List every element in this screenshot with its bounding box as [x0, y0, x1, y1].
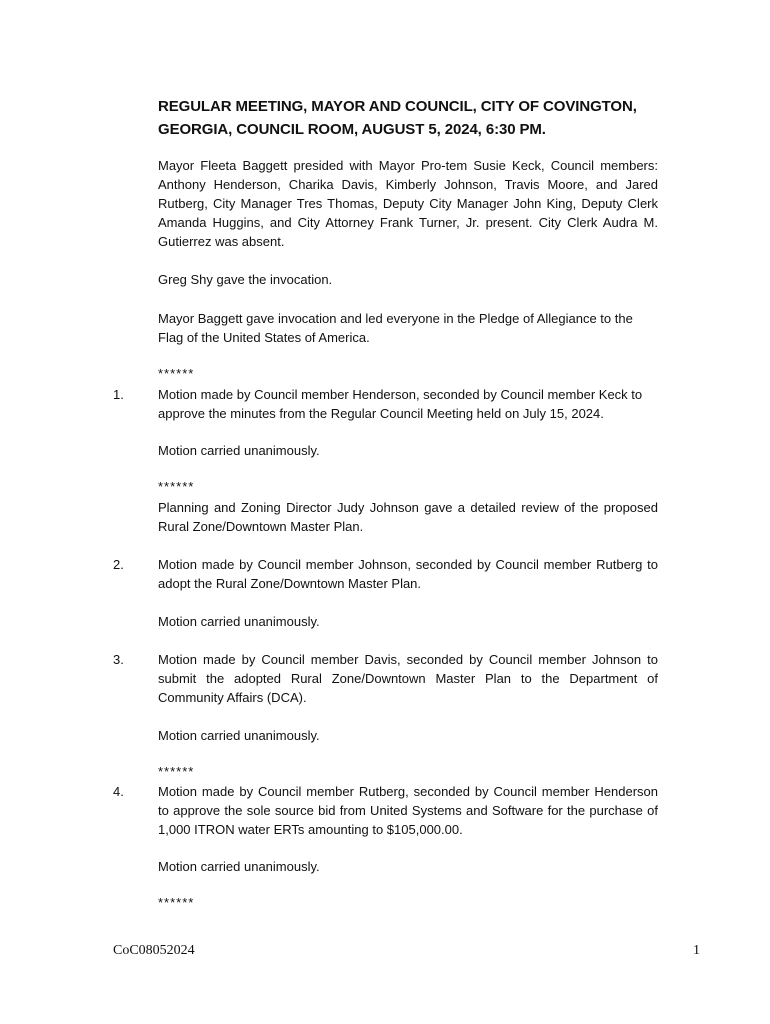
motion-result: Motion carried unanimously. [158, 728, 320, 743]
item-number: 2. [113, 557, 124, 572]
motion-text: Motion made by Council member Rutberg, seconded by Council member Henderson to approve the sole source bid from United Systems and Software for the purchase of 1,000 ITRON water ERTs amounting to $105,000.00. [158, 784, 658, 837]
page-number: 1 [693, 943, 700, 958]
section-separator: ****** [158, 479, 195, 494]
motion-text: Motion made by Council member Henderson, seconded by Council member Keck to approve the minutes from the Regular Council Meeting held on July 15, 2024. [158, 387, 643, 421]
motion-result: Motion carried unanimously. [158, 443, 320, 458]
planning-review-paragraph: Planning and Zoning Director Judy Johnson gave a detailed review of the proposed Rural Zone/Downtown Master Plan. [158, 500, 658, 534]
motion-text: Motion made by Council member Johnson, seconded by Council member Rutberg to adopt the Rural Zone/Downtown Master Plan. [158, 557, 658, 591]
attendance-paragraph: Mayor Fleeta Baggett presided with Mayor Pro-tem Susie Keck, Council members: Anthony Henderson, Charika Davis, Kimberly Johnson, Travis Moore, and Jared Rutberg, City Manager Tres Thomas, Deputy City Manager John King, Deputy Clerk Amanda Huggins, and City Attorney Frank Turner, Jr. present. City Clerk Audra M. Gutierrez was absent. [158, 158, 658, 249]
invocation-paragraph: Greg Shy gave the invocation. [158, 272, 333, 287]
section-separator: ****** [158, 366, 195, 381]
document-title: REGULAR MEETING, MAYOR AND COUNCIL, CITY OF COVINGTON, GEORGIA, COUNCIL ROOM, AUGUST 5, 2024, 6:30 PM. [158, 98, 637, 138]
motion-result: Motion carried unanimously. [158, 859, 320, 874]
motion-result: Motion carried unanimously. [158, 614, 320, 629]
document-id: CoC08052024 [113, 943, 195, 958]
motion-text: Motion made by Council member Davis, seconded by Council member Johnson to submit the adopted Rural Zone/Downtown Master Plan to the Department of Community Affairs (DCA). [158, 652, 658, 705]
section-separator: ****** [158, 895, 195, 910]
item-number: 1. [113, 387, 124, 402]
pledge-paragraph: Mayor Baggett gave invocation and led everyone in the Pledge of Allegiance to the Flag of the United States of America. [158, 311, 633, 345]
item-number: 4. [113, 784, 124, 799]
item-number: 3. [113, 652, 124, 667]
section-separator: ****** [158, 764, 195, 779]
